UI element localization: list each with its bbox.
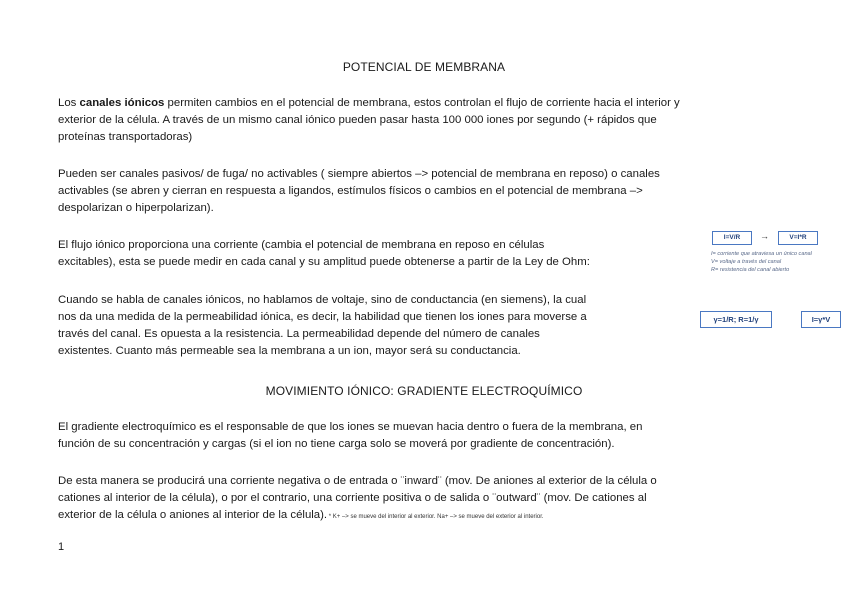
p3-line1: El flujo iónico proporciona una corriente (cambia el potencial de membrana en reposo en células bbox=[58, 239, 545, 251]
p4-line4: existentes. Cuanto más permeable sea la membrana a un ion, mayor será su conductancia. bbox=[58, 345, 521, 357]
p3-line2: excitables), esta se puede medir en cada canal y su amplitud puede obtenerse a partir de la Ley de Ohm: bbox=[58, 256, 590, 268]
paragraph-electrochemical-gradient bbox=[58, 419, 642, 453]
p6-line3: exterior de la célula o aniones al interior de la célula). bbox=[58, 509, 328, 521]
page-title: POTENCIAL DE MEMBRANA bbox=[342, 60, 506, 74]
p2-line3: despolarizan o hiperpolarizan). bbox=[58, 202, 214, 214]
paragraph-conductance bbox=[58, 292, 587, 360]
paragraph-currents bbox=[58, 473, 657, 526]
p5-line2: función de su concentración y cargas (si el ion no tiene carga solo se moverá por gradiente de concentración). bbox=[58, 438, 615, 450]
p1-line1-rest: permiten cambios en el potencial de membrana, estos controlan el flujo de corriente hacia el interior y bbox=[164, 97, 680, 109]
formula-box-ohm-voltage: V=I*R bbox=[778, 231, 818, 245]
ohm-legend bbox=[711, 250, 812, 274]
ohm-legend-line3: R= resistencia del canal abierto bbox=[711, 267, 790, 273]
formula-box-current-conductance: I=γ*V bbox=[801, 311, 841, 328]
p1-line1 bbox=[58, 95, 680, 112]
p1-line3: proteínas transportadoras) bbox=[58, 131, 193, 143]
formula-box-conductance: γ=1/R; R=1/γ bbox=[700, 311, 772, 328]
p1-pre: Los bbox=[58, 97, 80, 109]
page-number: 1 bbox=[58, 541, 65, 553]
p4-line3: través del canal. Es opuesta a la resistencia. La permeabilidad depende del número de canales bbox=[58, 328, 540, 340]
p4-line2: nos da una medida de la permeabilidad iónica, es decir, la habilidad que tienen los iones para moverse a bbox=[58, 311, 587, 323]
ohm-legend-line1: I= corriente que atraviesa un único canal bbox=[711, 251, 812, 257]
ohm-legend-line2: V= voltaje a través del canal bbox=[711, 259, 782, 265]
paragraph-channel-types bbox=[58, 166, 660, 217]
formula-box-ohm-current: I=V/R bbox=[712, 231, 752, 245]
p6-line1: De esta manera se producirá una corriente negativa o de entrada o ¨inward¨ (mov. De aniones al exterior de la célula o bbox=[58, 475, 657, 487]
p5-line1: El gradiente electroquímico es el responsable de que los iones se muevan hacia dentro o fuera de la membrana, en bbox=[58, 421, 643, 433]
p2-line1: Pueden ser canales pasivos/ de fuga/ no activables ( siempre abiertos –> potencial de membrana en reposo) o canales bbox=[58, 168, 660, 180]
p1-line2: exterior de la célula. A través de un mismo canal iónico pueden pasar hasta 100 000 iones por segundo (+ rápidos que bbox=[58, 114, 657, 126]
paragraph-ion-channels bbox=[58, 95, 680, 146]
arrow-icon: → bbox=[760, 231, 769, 241]
paragraph-ionic-flow bbox=[58, 237, 590, 271]
p6-footnote: * K+ –> se mueve del interior al exterior. Na+ –> se mueve del exterior al interior. bbox=[327, 514, 544, 520]
p2-line2: activables (se abren y cierran en respuesta a ligandos, estímulos físicos o cambios en el potencial de membrana –> bbox=[58, 185, 643, 197]
p6-line2: cationes al interior de la célula), o por el contrario, una corriente positiva o de salida o ¨outward¨ (mov. De cationes al bbox=[58, 492, 647, 504]
p6-line3-wrapper bbox=[58, 507, 657, 526]
section-title-ionic-movement: MOVIMIENTO IÓNICO: GRADIENTE ELECTROQUÍMICO bbox=[265, 384, 583, 398]
p4-line1: Cuando se habla de canales iónicos, no hablamos de voltaje, sino de conductancia (en siemens), la cual bbox=[58, 294, 587, 306]
p1-bold-term: canales iónicos bbox=[79, 97, 165, 109]
